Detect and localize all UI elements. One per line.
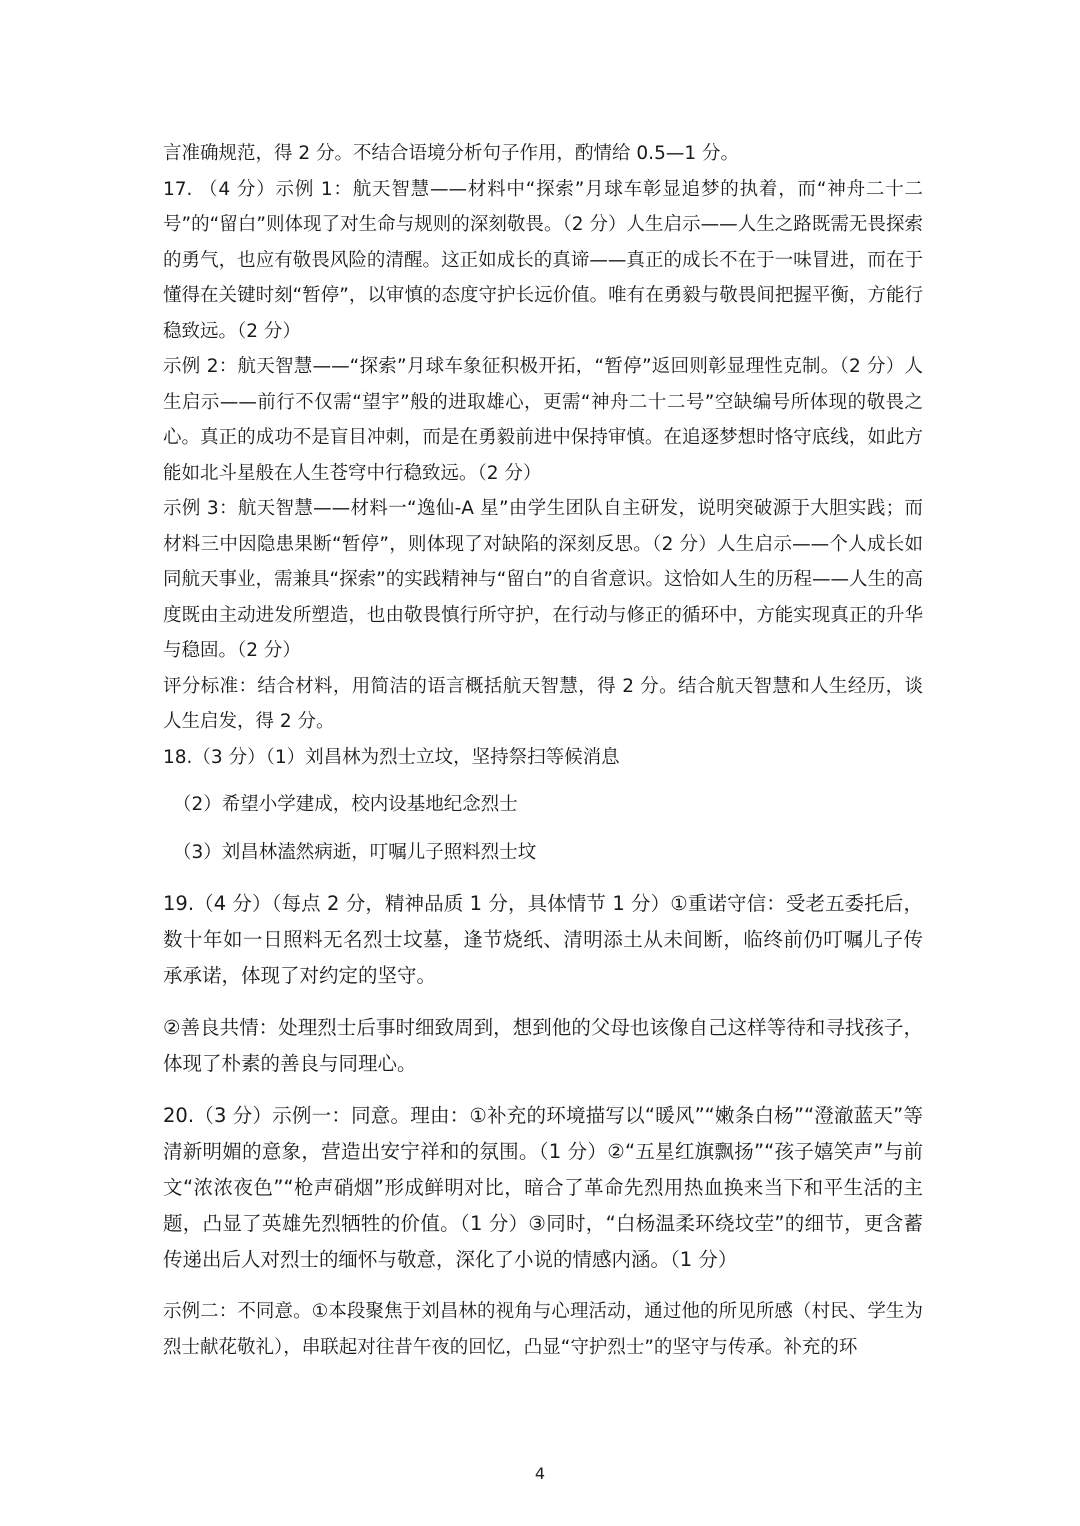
page-number: 4 [534,1464,546,1483]
paragraph-20-example-2: 示例二：不同意。①本段聚焦于刘昌林的视角与心理活动，通过他的所见所感（村民、学生为烈士献花敬礼），串联起对往昔午夜的回忆，凸显“守护烈士”的坚守与传承。补充的环 [163,1301,923,1358]
paragraph-17-scoring: 评分标准：结合材料，用简洁的语言概括航天智慧，得 2 分。结合航天智慧和人生经历，谈人生启发，得 2 分。 [163,675,923,732]
paragraph-17-example-3: 示例 3：航天智慧——材料一“逸仙-A 星”由学生团队自主研发，说明突破源于大胆实践；而材料三中因隐患果断“暂停”，则体现了对缺陷的深刻反思。（2 分）人生启示——个人成长如同航天事业，需兼具“探索”的实践精神与“留白”的自省意识。这恰如人生的历程——人生的高度既由主动进发所塑造，也由敬畏慎行所守护，在行动与修正的循环中，方能实现真正的升华与稳固。（2 分） [163,498,923,661]
paragraph-18-point-2: （2）希望小学建成，校内设基地纪念烈士 [173,794,518,815]
paragraph-19-point-1: 19.（4 分）（每点 2 分，精神品质 1 分，具体情节 1 分）①重诺守信：受老五委托后，数十年如一日照料无名烈士坟墓，逢节烧纸、清明添土从未间断，临终前仍叮嘱儿子传承承诺，体现了对约定的坚守。 [163,892,923,987]
paragraph-20-example-1: 20.（3 分）示例一：同意。理由：①补充的环境描写以“暖风”“嫩条白杨”“澄澈蓝天”等清新明媚的意象，营造出安宁祥和的氛围。（1 分）②“五星红旗飘扬”“孩子嬉笑声”与前文“浓浓夜色”“枪声硝烟”形成鲜明对比，暗合了革命先烈用热血换来当下和平生活的主题，凸显了英雄先烈牺牲的价值。（1 分）③同时，“白杨温柔环绕坟茔”的细节，更含蓄传递出后人对烈士的缅怀与敬意，深化了小说的情感内涵。（1 分） [163,1104,923,1271]
paragraph-17-example-1: 17. （4 分）示例 1：航天智慧——材料中“探索”月球车彰显追梦的执着，而“神舟二十二号”的“留白”则体现了对生命与规则的深刻敬畏。（2 分）人生启示——人生之路既需无畏探索的勇气，也应有敬畏风险的清醒。这正如成长的真谛——真正的成长不在于一味冒进，而在于懂得在关键时刻“暂停”，以审慎的态度守护长远价值。唯有在勇毅与敬畏间把握平衡，方能行稳致远。（2 分） [163,178,923,342]
paragraph-18-point-3: （3）刘昌林溘然病逝，叮嘱儿子照料烈士坟 [173,841,537,863]
paragraph-18-header: 18.（3 分）（1）刘昌林为烈士立坟，坚持祭扫等候消息 [163,746,620,768]
paragraph-16-scoring-tail: 言准确规范，得 2 分。不结合语境分析句子作用，酌情给 0.5—1 分。 [163,143,739,164]
document-body [163,136,923,1365]
paragraph-17-example-2: 示例 2：航天智慧——“探索”月球车象征积极开拓，“暂停”返回则彰显理性克制。（2 分）人生启示——前行不仅需“望宇”般的进取雄心，更需“神舟二十二号”空缺编号所体现的敬畏之心。真正的成功不是盲目冲刺，而是在勇毅前进中保持审慎。在追逐梦想时恪守底线，如此方能如北斗星般在人生苍穹中行稳致远。（2 分） [163,356,923,484]
paragraph-19-point-2: ②善良共情：处理烈士后事时细致周到，想到他的父母也该像自己这样等待和寻找孩子，体现了朴素的善良与同理心。 [163,1016,923,1075]
